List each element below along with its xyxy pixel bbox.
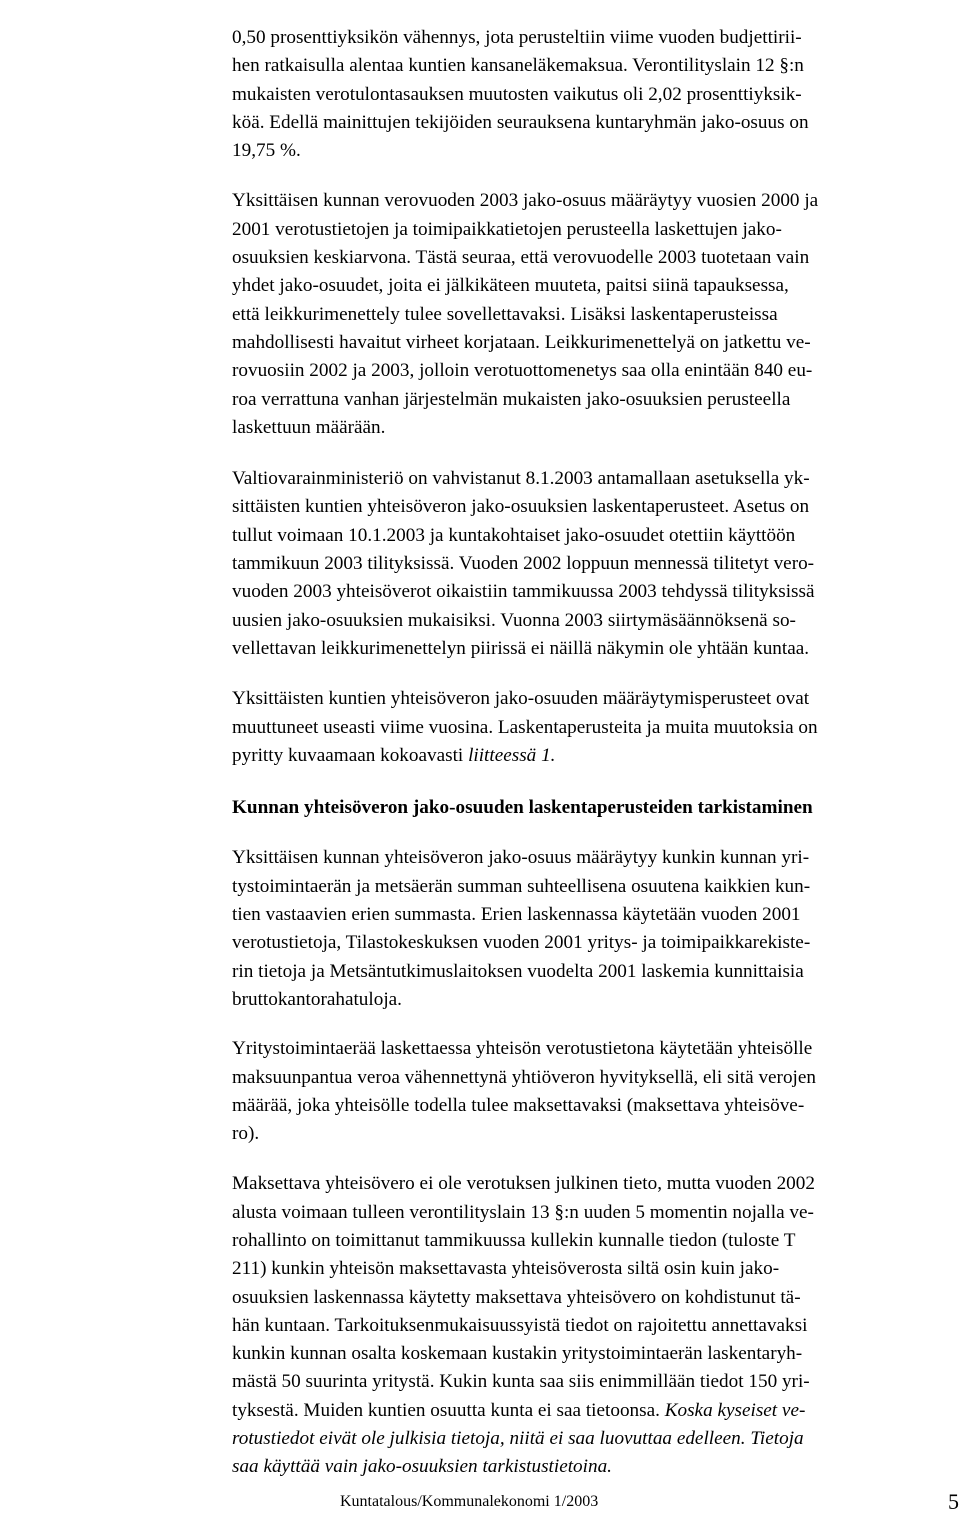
paragraph-yritystoimintaera: Yritystoimintaerää laskettaessa yhteisön verotustietona käytetään yhteisölle maksuunpantua veroa vähennettynä yhtiöveron hyvityksellä, eli sitä verojen määrää, joka yhteisölle todella tulee maksettavaksi (maksettava yhteisöve- ro). — [232, 1038, 816, 1145]
section-heading: Kunnan yhteisöveron jako-osuuden laskentaperusteiden tarkistaminen — [232, 797, 813, 819]
paragraph-maaraytymisperusteet — [232, 685, 958, 770]
paragraph-maksettava-yhteisovero-text: Maksettava yhteisövero ei ole verotuksen julkinen tieto, mutta vuoden 2002 alusta voimaan tulleen verontilityslain 13 §:n uuden 5 momentin nojalla ve- rohallinto on toimittanut tammikuussa kullekin kunnalle tiedon (tuloste T 211) kunkin yhteisön maksettavasta yhteisöverosta siltä osin kuin jako- osuuksien laskennassa käytetty maksettava yhteisövero on kohdistunut tä- hän kuntaan. Tarkoituksenmukaisuussyistä tiedot on rajoitettu annettavaksi kunkin kunnan osalta koskemaan kustakin yritystoimintaerän laskentaryh- mästä 50 suurinta yritystä. Kukin kunta saa siis enimmillään tiedot 150 yri- tyksestä. Muiden kuntien osuutta kunta ei saa tietoonsa. — [232, 1173, 815, 1421]
page-number: 5 — [948, 1489, 959, 1514]
paragraph-maksettava-yhteisovero — [232, 1170, 958, 1481]
paragraph-jako-osuus-maaraytyy: Yksittäisen kunnan yhteisöveron jako-osuus määräytyy kunkin kunnan yri- tystoimintaerän ja metsäerän summan suhteellisena osuutena kaikkien kun- tien vastaavien erien summasta. Erien laskennassa käytetään vuoden 2001 verotustietoja, Tilastokeskuksen vuoden 2001 yritys- ja toimipaikkarekiste- rin tietoja ja Metsäntutkimuslaitoksen vuodelta 2001 laskemia kunnittaisia bruttokantorahatuloja. — [232, 847, 811, 1010]
paragraph-valtiovarainministerio-asetus: Valtiovarainministeriö on vahvistanut 8.1.2003 antamallaan asetuksella yk- sittäisten kuntien yhteisöveron jako-osuuksien laskentaperusteet. Asetus on tullut voimaan 10.1.2003 ja kuntakohtaiset jako-osuudet otettiin käyttöön tammikuun 2003 tilityksissä. Vuoden 2002 loppuun mennessä tilitetyt vero- vuoden 2003 yhteisöverot oikaistiin tammikuussa 2003 tehdyssä tilityksissä uusien jako-osuuksien mukaisiksi. Vuonna 2003 siirtymäsäännöksenä so- vellettavan leikkurimenettelyn piirissä ei näillä näkymin ole yhtään kuntaa. — [232, 468, 815, 659]
paragraph-verovuoden-2003-jako-osuus: Yksittäisen kunnan verovuoden 2003 jako-osuus määräytyy vuosien 2000 ja 2001 verotustietojen ja toimipaikkatietojen perusteella laskettujen jako- osuuksien keskiarvona. Tästä seuraa, että verovuodelle 2003 tuotetaan vain yhdet jako-osuudet, joita ei jälkikäteen muuteta, paitsi siinä tapauksessa, että leikkurimenettely tulee sovellettavaksi. Lisäksi laskentaperusteissa mahdollisesti havaitut virheet korjataan. Leikkurimenettelyä on jatkettu ve- rovuosiin 2002 ja 2003, jolloin verotuottomenetys saa olla enintään 840 eu- roa verrattuna vanhan järjestelmän mukaisten jako-osuuksien perusteella laskettuun määrään. — [232, 190, 819, 438]
confidentiality-notice: Koska kyseiset ve- rotustiedot eivät ole julkisia tietoja, niitä ei saa luovuttaa edelleen. Tietoja saa käyttää vain jako-osuuksien tarkistustietoina. — [232, 1399, 806, 1478]
footer-publication: Kuntatalous/Kommunalekonomi 1/2003 — [340, 1493, 599, 1510]
paragraph-maaraytymisperusteet-text: Yksittäisten kuntien yhteisöveron jako-osuuden määräytymisperusteet ovat muuttuneet useasti viime vuosina. Laskentaperusteita ja muita muutoksia on pyritty kuvaamaan kokoavasti — [232, 688, 818, 766]
paragraph-jako-osuus-reduction: 0,50 prosenttiyksikön vähennys, jota perusteltiin viime vuoden budjettirii- hen ratkaisulla alentaa kuntien kansaneläkemaksua. Verontilityslain 12 §:n mukaisten verotulontasauksen muutosten vaikutus oli 2,02 prosenttiyksik- köä. Edellä mainittujen tekijöiden seurauksena kuntaryhmän jako-osuus on 19,75 %. — [232, 27, 809, 162]
document-body — [232, 24, 958, 1482]
appendix-reference: liitteessä 1. — [468, 744, 556, 766]
